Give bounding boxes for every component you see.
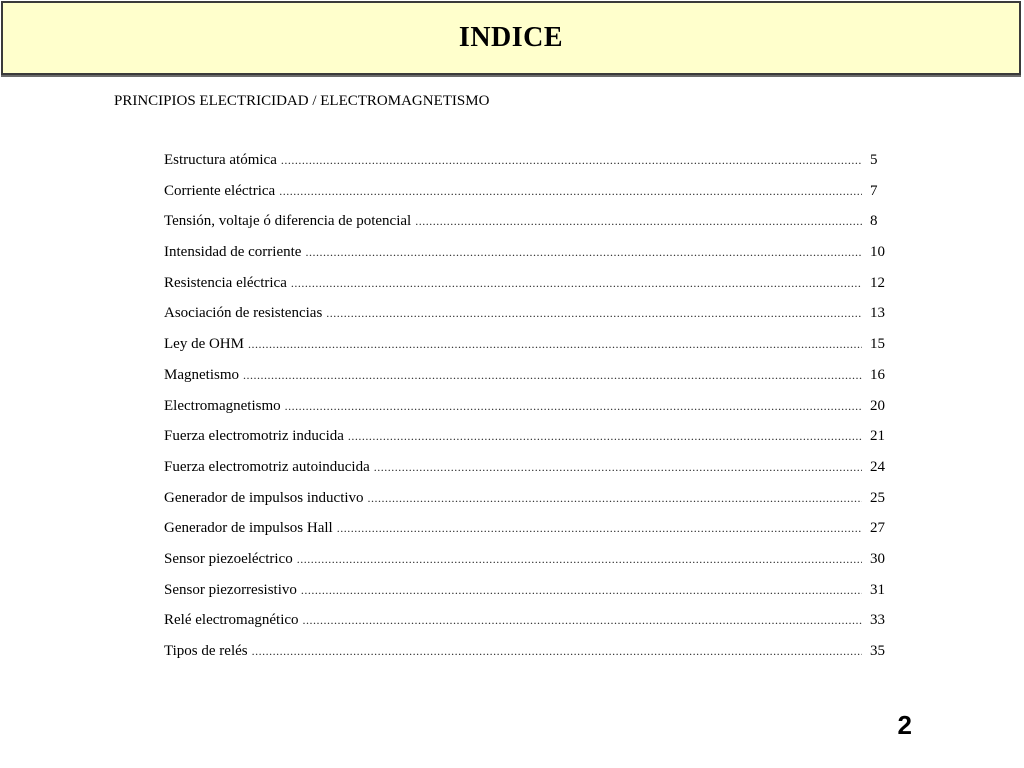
toc-entry-page: 13 — [870, 305, 885, 322]
toc-entry-page: 8 — [870, 213, 878, 230]
toc-entry-label: Tensión, voltaje ó diferencia de potencial — [164, 213, 412, 230]
page-number: 2 — [897, 710, 912, 740]
toc-leader-dots — [285, 399, 862, 414]
toc-leader-dots — [368, 491, 862, 506]
toc-entry-label: Generador de impulsos Hall — [164, 520, 333, 537]
toc-entry-page: 27 — [870, 520, 885, 537]
toc-entry — [164, 428, 894, 459]
toc-entry-page: 15 — [870, 336, 885, 353]
toc-leader-dots — [301, 583, 862, 598]
toc-leader-dots — [248, 337, 862, 352]
toc-leader-dots — [297, 552, 862, 567]
toc-entry-page: 12 — [870, 274, 885, 291]
toc-entry — [164, 367, 894, 398]
toc-entry-page: 7 — [870, 182, 878, 199]
toc-leader-dots — [337, 521, 862, 536]
toc-entry-label: Electromagnetismo — [164, 397, 281, 414]
toc-entry-label: Sensor piezoeléctrico — [164, 550, 293, 567]
toc-entry — [164, 643, 894, 674]
toc-entry-label: Resistencia eléctrica — [164, 274, 287, 291]
toc-entry-page: 5 — [870, 152, 878, 168]
toc-entry — [164, 551, 894, 582]
toc-leader-dots — [243, 368, 862, 383]
toc-entry-page: 21 — [870, 428, 885, 445]
toc-leader-dots — [281, 153, 862, 168]
toc-entry-label: Estructura atómica — [164, 152, 277, 168]
toc-entry-page: 31 — [870, 581, 885, 598]
toc-entry — [164, 336, 894, 367]
section-heading: PRINCIPIOS ELECTRICIDAD / ELECTROMAGNETISMO — [114, 93, 490, 109]
toc-leader-dots — [303, 613, 862, 628]
toc-entry — [164, 275, 894, 306]
toc-entry — [164, 152, 894, 183]
toc-entry-page: 35 — [870, 643, 885, 659]
toc-entry-label: Corriente eléctrica — [164, 182, 276, 199]
toc-entry — [164, 612, 894, 643]
toc-entry-label: Tipos de relés — [164, 643, 248, 659]
toc-entry-page: 20 — [870, 397, 885, 414]
toc-entry-label: Generador de impulsos inductivo — [164, 489, 364, 506]
toc-leader-dots — [305, 245, 862, 260]
toc-entry-label: Magnetismo — [164, 366, 239, 383]
page-title: INDICE — [458, 22, 564, 53]
toc-leader-dots — [415, 214, 862, 229]
toc-entry — [164, 520, 894, 551]
toc-entry-page: 10 — [870, 244, 885, 261]
toc-leader-dots — [279, 184, 862, 199]
toc-leader-dots — [291, 276, 862, 291]
toc-entry-label: Fuerza electromotriz autoinducida — [164, 458, 370, 475]
toc-entry — [164, 582, 894, 613]
toc-entry-page: 24 — [870, 458, 885, 475]
toc-entry-page: 16 — [870, 366, 885, 383]
toc-leader-dots — [348, 429, 862, 444]
toc-entry — [164, 183, 894, 214]
toc-leader-dots — [374, 460, 862, 475]
toc-entry — [164, 213, 894, 244]
toc-entry-label: Relé electromagnético — [164, 612, 299, 629]
toc-entry — [164, 459, 894, 490]
toc-entry-label: Asociación de resistencias — [164, 305, 323, 322]
toc-entry-page: 33 — [870, 612, 885, 629]
toc-entry — [164, 398, 894, 429]
toc-entry-label: Sensor piezorresistivo — [164, 581, 297, 598]
toc-entry-label: Ley de OHM — [164, 336, 244, 353]
toc-entry-page: 30 — [870, 550, 885, 567]
toc-entry — [164, 244, 894, 275]
toc-entry — [164, 305, 894, 336]
toc-leader-dots — [252, 644, 862, 659]
toc-entry — [164, 490, 894, 521]
title-banner — [1, 1, 1021, 75]
toc-entry-label: Intensidad de corriente — [164, 244, 302, 261]
toc-leader-dots — [326, 306, 862, 321]
toc-entry-page: 25 — [870, 489, 885, 506]
table-of-contents — [164, 152, 894, 674]
toc-entry-label: Fuerza electromotriz inducida — [164, 428, 344, 445]
